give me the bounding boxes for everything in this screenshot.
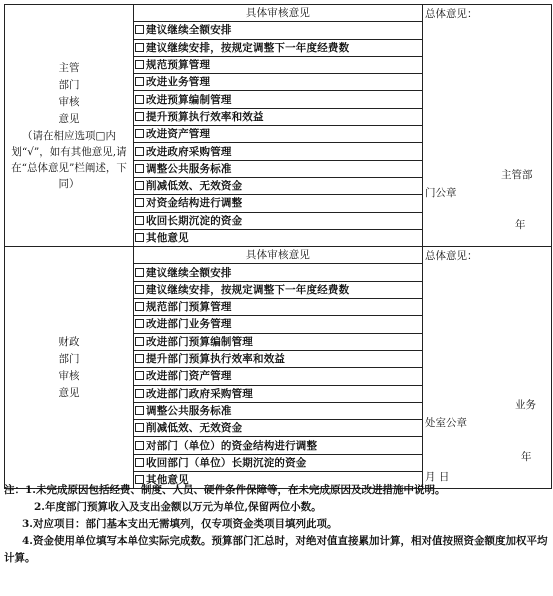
finance-option-label: 规范部门预算管理: [146, 301, 232, 314]
supervisor-seal-label-a: 主管部: [501, 169, 533, 181]
supervisor-option[interactable]: [134, 22, 423, 39]
supervisor-overall-opinion-label: 总体意见：: [425, 8, 478, 20]
checkbox[interactable]: [135, 233, 144, 242]
supervisor-year-label: 年: [515, 219, 526, 231]
supervisor-option[interactable]: [134, 91, 423, 108]
finance-option-label: 改进部门业务管理: [146, 318, 232, 331]
supervisor-seal-label-b: 门公章: [425, 187, 457, 199]
checkbox[interactable]: [135, 268, 144, 277]
checkbox[interactable]: [135, 354, 144, 363]
supervisor-option-label: 削减低效、无效资金: [146, 180, 243, 193]
supervisor-option[interactable]: [134, 212, 423, 229]
supervisor-option[interactable]: [134, 229, 423, 246]
finance-year-label: 年: [521, 451, 532, 464]
finance-label-line: 财政: [58, 335, 80, 348]
note-4: 4.资金使用单位填写本单位实际完成数。预算部门汇总时，对绝对值直接累加计算，相对值按照资金额度加权平均计算。: [4, 535, 548, 564]
checkbox[interactable]: [135, 458, 144, 467]
supervisor-option[interactable]: [134, 177, 423, 194]
finance-overall-opinion-cell[interactable]: [423, 247, 552, 489]
checkbox[interactable]: [135, 216, 144, 225]
checkbox[interactable]: [135, 371, 144, 380]
finance-option[interactable]: [134, 333, 423, 350]
finance-option-label: 对部门（单位）的资金结构进行调整: [146, 439, 318, 452]
finance-seal-label-b: 处室公章: [425, 417, 467, 430]
note-3: 3.对应项目：部门基本支出无需填列，仅专项资金类项目填列此项。: [22, 518, 338, 530]
finance-option[interactable]: [134, 316, 423, 333]
note-1: 注：1.未完成原因包括经费、制度、人员、硬件条件保障等，在未完成原因及改进措施中说明。: [4, 484, 446, 496]
supervisor-overall-opinion-cell[interactable]: [423, 5, 552, 247]
finance-option[interactable]: [134, 402, 423, 419]
finance-option-label: 改进部门政府采购管理: [146, 387, 253, 400]
finance-option-label: 改进部门资产管理: [146, 370, 232, 383]
supervisor-option-label: 改进资产管理: [146, 128, 211, 141]
supervisor-label-line: 主管: [58, 61, 80, 74]
checkbox[interactable]: [135, 285, 144, 294]
finance-seal-label-a: 业务: [515, 399, 536, 412]
note-2: 2.年度部门预算收入及支出金额以万元为单位,保留两位小数。: [34, 501, 322, 513]
footnotes: [4, 482, 550, 567]
checkbox[interactable]: [135, 302, 144, 311]
finance-option-label: 建议继续安排，按规定调整下一年度经费数: [146, 283, 350, 296]
supervisor-option[interactable]: [134, 39, 423, 56]
checkbox[interactable]: [135, 147, 144, 156]
finance-date-label: 月 日: [425, 471, 450, 484]
supervisor-instruction-note: （请在相应选项□内划“√”，如有其他意见,请在“总体意见”栏阐述，下同）: [11, 129, 127, 190]
finance-section-label: [5, 247, 134, 489]
supervisor-option[interactable]: [134, 160, 423, 177]
finance-option-label: 建议继续全额安排: [146, 266, 232, 279]
supervisor-option-label: 其他意见: [146, 232, 189, 244]
supervisor-option-label: 改进业务管理: [146, 76, 211, 89]
finance-option-label: 削减低效、无效资金: [146, 422, 243, 435]
finance-option[interactable]: [134, 437, 423, 454]
checkbox[interactable]: [135, 319, 144, 328]
finance-option[interactable]: [134, 368, 423, 385]
checkbox[interactable]: [135, 337, 144, 346]
supervisor-option[interactable]: [134, 143, 423, 160]
checkbox[interactable]: [135, 25, 144, 34]
checkbox[interactable]: [135, 95, 144, 104]
checkbox[interactable]: [135, 181, 144, 190]
supervisor-option[interactable]: [134, 74, 423, 91]
supervisor-option-label: 改进政府采购管理: [146, 145, 232, 158]
finance-specific-opinion-header: 具体审核意见: [134, 247, 423, 264]
finance-option-label: 提升部门预算执行效率和效益: [146, 353, 286, 366]
finance-label-line: 部门: [58, 352, 80, 365]
supervisor-option[interactable]: [134, 108, 423, 125]
checkbox[interactable]: [135, 406, 144, 415]
supervisor-option-label: 建议继续安排，按规定调整下一年度经费数: [146, 41, 350, 54]
supervisor-label-line: 意见: [58, 112, 80, 125]
checkbox[interactable]: [135, 198, 144, 207]
finance-option-label: 收回部门（单位）长期沉淀的资金: [146, 456, 307, 469]
finance-header-row: [5, 247, 552, 264]
supervisor-specific-opinion-header: 具体审核意见: [134, 5, 423, 22]
supervisor-option-label: 规范预算管理: [146, 59, 211, 72]
finance-option[interactable]: [134, 454, 423, 471]
finance-option[interactable]: [134, 299, 423, 316]
review-opinion-table: [4, 4, 552, 489]
finance-option-label: 改进部门预算编制管理: [146, 335, 253, 348]
checkbox[interactable]: [135, 60, 144, 69]
supervisor-section-label: [5, 5, 134, 247]
supervisor-header-row: [5, 5, 552, 22]
finance-option[interactable]: [134, 281, 423, 298]
finance-label-line: 审核: [58, 369, 80, 382]
checkbox[interactable]: [135, 43, 144, 52]
supervisor-option-label: 调整公共服务标准: [146, 162, 232, 175]
finance-option[interactable]: [134, 350, 423, 367]
supervisor-option-label: 改进预算编制管理: [146, 93, 232, 106]
supervisor-option-label: 对资金结构进行调整: [146, 197, 243, 210]
finance-overall-opinion-label: 总体意见：: [425, 250, 478, 263]
supervisor-option-label: 建议继续全额安排: [146, 24, 232, 37]
supervisor-option-label: 提升预算执行效率和效益: [146, 110, 264, 123]
checkbox[interactable]: [135, 423, 144, 432]
finance-option[interactable]: [134, 264, 423, 281]
finance-option-label: 调整公共服务标准: [146, 404, 232, 417]
checkbox[interactable]: [135, 164, 144, 173]
checkbox[interactable]: [135, 77, 144, 86]
finance-option-label: 其他意见: [146, 474, 189, 487]
checkbox[interactable]: [135, 441, 144, 450]
checkbox[interactable]: [135, 129, 144, 138]
checkbox[interactable]: [135, 112, 144, 121]
supervisor-label-line: 审核: [58, 95, 80, 108]
finance-option[interactable]: [134, 420, 423, 437]
supervisor-option[interactable]: [134, 56, 423, 73]
supervisor-option[interactable]: [134, 126, 423, 143]
supervisor-option[interactable]: [134, 195, 423, 212]
supervisor-option-label: 收回长期沉淀的资金: [146, 214, 243, 227]
checkbox[interactable]: [135, 389, 144, 398]
finance-label-line: 意见: [58, 386, 80, 399]
supervisor-label-line: 部门: [58, 78, 80, 91]
finance-option[interactable]: [134, 385, 423, 402]
